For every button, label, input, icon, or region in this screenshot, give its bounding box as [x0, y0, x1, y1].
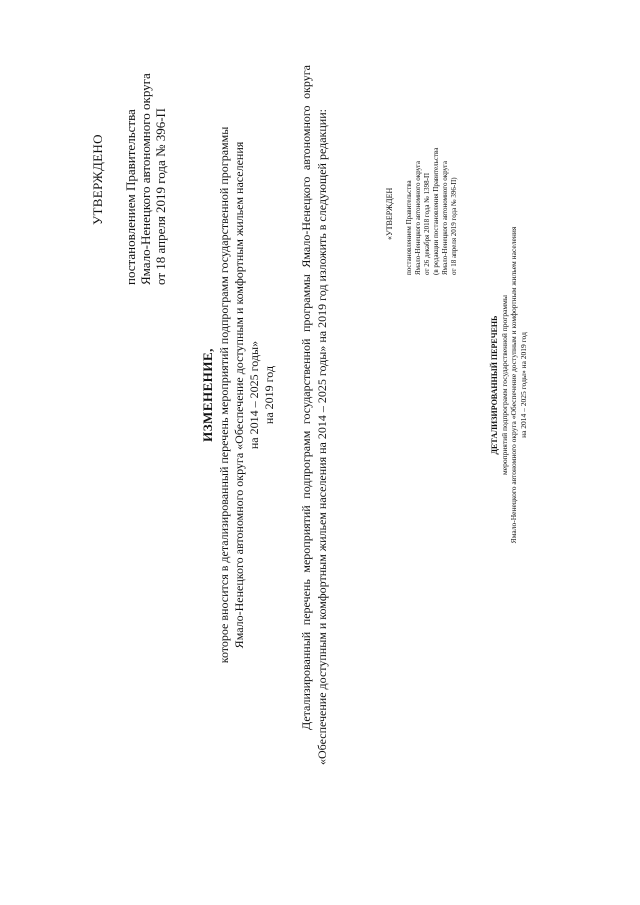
- change-line: на 2019 год: [262, 365, 276, 425]
- detailed-list-heading: [490, 205, 528, 565]
- change-title: ИЗМЕНЕНИЕ,: [200, 348, 215, 442]
- change-line: которое вносится в детализированный перечень мероприятий подпрограмм государственной программы: [217, 126, 231, 664]
- detailed-list-title: ДЕТАЛИЗИРОВАННЫЙ ПЕРЕЧЕНЬ: [490, 315, 499, 455]
- decree-line: постановлением Правительства: [123, 109, 138, 285]
- decree-line: Ямало-Ненецкого автономного округа: [138, 73, 153, 285]
- inner-decree: [405, 148, 459, 275]
- decree-line: от 18 апреля 2019 года № 396-П: [153, 108, 168, 285]
- detailed-list-line: Ямало-Ненецкого автономного округа «Обеспечение доступным и комфортным жильем населения: [509, 226, 518, 544]
- amendment-paragraph: [298, 65, 330, 765]
- inner-decree-line: постановлением Правительства: [405, 180, 413, 275]
- approved-heading: УТВЕРЖДЕНО: [90, 134, 105, 225]
- change-line: на 2014 – 2025 годы»: [247, 340, 261, 450]
- inner-decree-line: (в редакции постановления Правительства: [432, 147, 440, 275]
- inner-decree-line: Ямало-Ненецкого автономного округа: [414, 160, 422, 275]
- paragraph-text: Детализированный перечень мероприятий подпрограмм государственной программы Ямало-Ненецкого автономного округа «Обеспечение доступным и комфортным жильем населения на 2014 – 2025 годы» на 2019 год изложить в следующей редакции:: [299, 65, 329, 765]
- approving-decree: [123, 73, 168, 285]
- inner-decree-line: от 18 апреля 2019 года № 396-П): [450, 177, 458, 275]
- detailed-list-line: на 2014 – 2025 годы» на 2019 год: [518, 332, 528, 438]
- change-line: Ямало-Ненецкого автономного округа «Обеспечение доступным и комфортным жильем населения: [232, 141, 246, 649]
- inner-decree-line: Ямало-Ненецкого автономного округа: [441, 160, 449, 275]
- inner-approved-heading: «УТВЕРЖДЕН: [385, 187, 394, 240]
- change-heading-block: [200, 115, 277, 675]
- detailed-list-line: мероприятий подпрограмм государственной программы: [499, 295, 509, 475]
- inner-decree-line: от 26 декабря 2018 года № 1398-П: [423, 172, 431, 275]
